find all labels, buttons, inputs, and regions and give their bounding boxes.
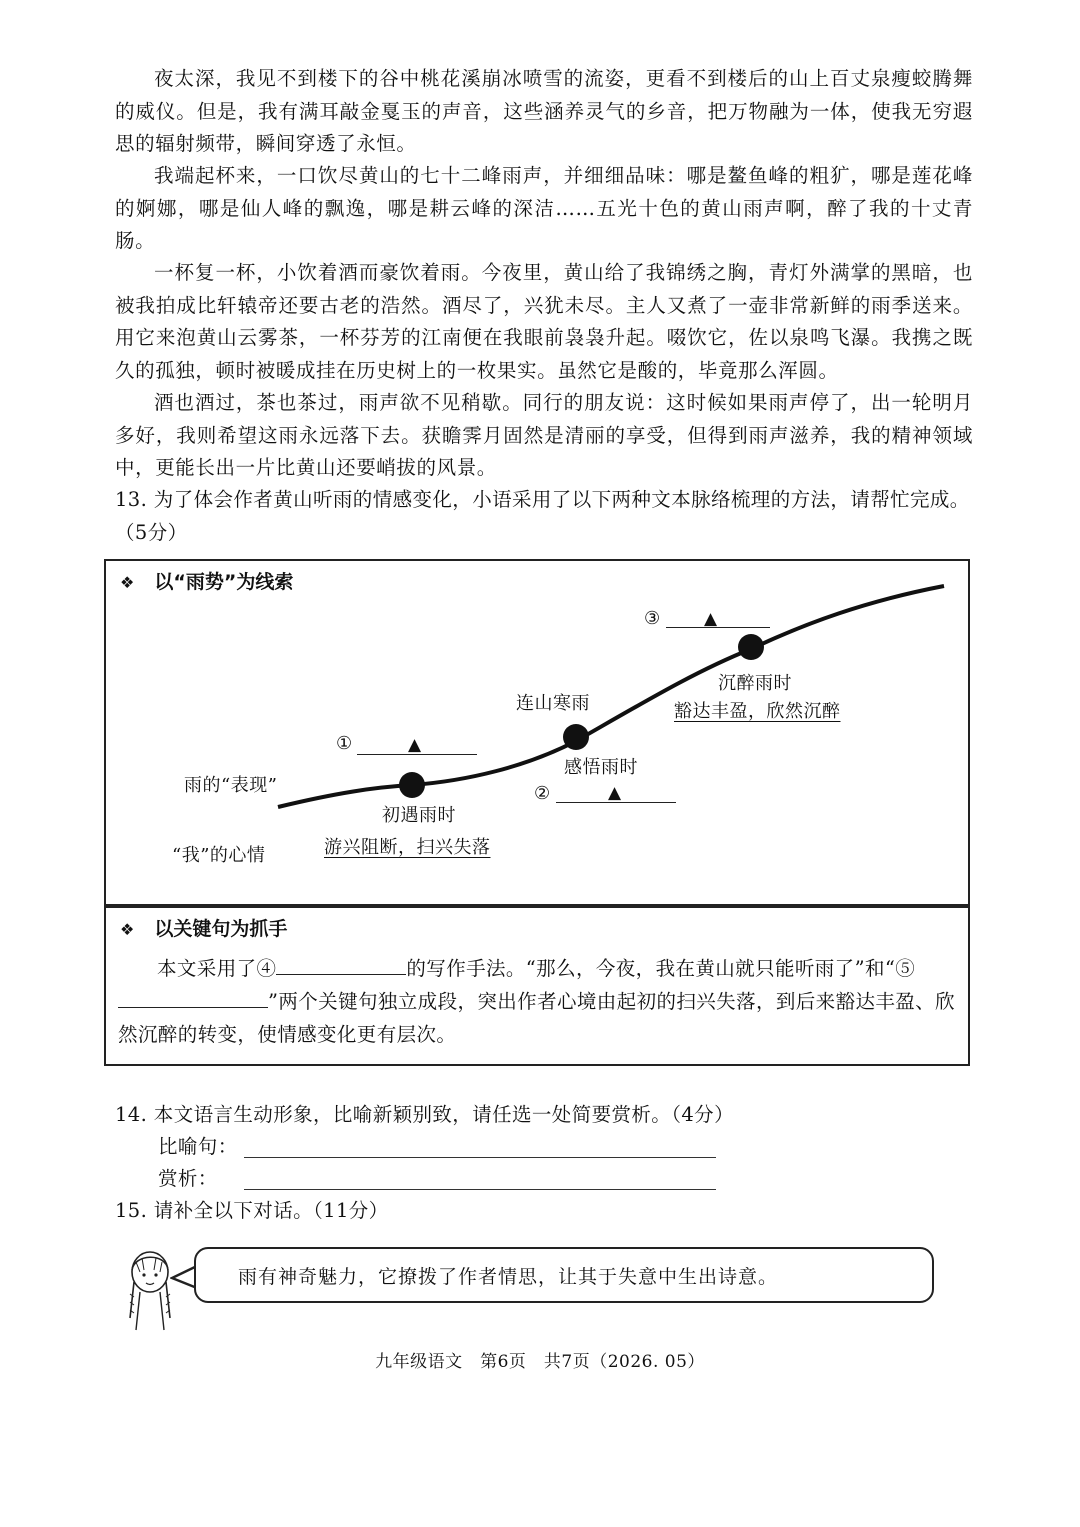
- key-sentence-title: ❖ 以关键句为抓手: [120, 918, 288, 940]
- question-13: 13. 为了体会作者黄山听雨的情感变化，小语采用了以下两种文本脉络梳理的方法，请帮忙完成。（5分）: [115, 488, 970, 544]
- point-1-mood: 游兴阻断，扫兴失落: [324, 837, 491, 858]
- mood-row-label: “我”的心情: [172, 845, 266, 866]
- passage-paragraph-4: 酒也酒过，茶也茶过，雨声欲不见稍歇。同行的朋友说：这时候如果雨声停了，出一轮明月多好，我则希望这雨永远落下去。获瞻霁月固然是清丽的享受，但得到雨声滋养，我的精神领域中，更能长出一片比黄山还要峭拔的风景。: [115, 391, 973, 479]
- point-3-label: 沉醉雨时: [718, 673, 792, 694]
- blank-4[interactable]: [276, 954, 406, 975]
- point-2-label: 感悟雨时: [564, 757, 638, 778]
- point-3-dot: [738, 634, 764, 660]
- bullet-icon: ❖: [120, 920, 135, 939]
- key-sentence-text: 本文采用了④ 的写作手法。“那么，今夜，我在黄山就只能听雨了”和“⑤”两个关键句独立成段，突出作者心境由起初的扫兴失落，到后来豁达丰盈、欣然沉醉的转变，使情感变化更有层次。: [118, 952, 958, 1051]
- bullet-icon: ❖: [120, 573, 135, 592]
- point-2-rain: 连山寒雨: [516, 693, 590, 714]
- passage-paragraph-2: 我端起杯来，一口饮尽黄山的七十二峰雨声，并细细品味：哪是鳌鱼峰的粗犷，哪是莲花峰的婀娜，哪是仙人峰的飘逸，哪是耕云峰的深洁……五光十色的黄山雨声啊，醉了我的十丈青肠。: [115, 164, 973, 252]
- analysis-answer-line[interactable]: [244, 1189, 716, 1190]
- blank-3-triangle-icon: ▲: [704, 609, 718, 629]
- blank-3-number: ③: [644, 608, 661, 629]
- blank-1-triangle-icon: ▲: [408, 735, 422, 755]
- passage-paragraph-3: 一杯复一杯，小饮着酒而豪饮着雨。今夜里，黄山给了我锦绣之胸，青灯外满掌的黑暗，也被我拍成比轩辕帝还要古老的浩然。酒尽了，兴犹未尽。主人又煮了一壶非常新鲜的雨季送来。用它来泡黄山云雾茶，一杯芬芳的江南便在我眼前袅袅升起。啜饮它，佐以泉鸣飞瀑。我携之既久的孤独，顿时被暖成挂在历史树上的一枚果实。虽然它是酸的，毕竟那么浑圆。: [115, 261, 973, 382]
- blank-5[interactable]: [118, 987, 268, 1008]
- passage-paragraph-1: 夜太深，我见不到楼下的谷中桃花溪崩冰喷雪的流姿，更看不到楼后的山上百丈泉瘦蛟腾舞的威仪。但是，我有满耳敲金戛玉的声音，这些涵养灵气的乡音，把万物融为一体，使我无穷遐思的辐射频带，瞬间穿透了永恒。: [115, 67, 973, 155]
- analysis-label: 赏析：: [158, 1167, 218, 1190]
- question-14: 14. 本文语言生动形象，比喻新颖别致，请任选一处简要赏析。（4分）: [115, 1103, 734, 1126]
- blank-2-number: ②: [534, 783, 551, 804]
- rain-clue-box: [104, 559, 970, 906]
- blank-3-line[interactable]: [666, 627, 770, 628]
- page-footer: 九年级语文 第6页 共7页（2026. 05）: [375, 1352, 705, 1372]
- simile-label: 比喻句：: [158, 1135, 238, 1158]
- speech-bubble-text: 雨有神奇魅力，它撩拨了作者情思，让其于失意中生出诗意。: [238, 1266, 779, 1288]
- point-1-label: 初遇雨时: [382, 805, 456, 826]
- point-3-mood: 豁达丰盈，欣然沉醉: [674, 701, 841, 722]
- question-15: 15. 请补全以下对话。（11分）: [115, 1199, 389, 1222]
- point-1-dot: [399, 772, 425, 798]
- rain-row-label: 雨的“表现”: [184, 775, 278, 796]
- simile-answer-line[interactable]: [244, 1157, 716, 1158]
- blank-1-number: ①: [336, 733, 353, 754]
- key-sentence-box: [104, 906, 970, 1066]
- speech-bubble: [194, 1247, 934, 1303]
- point-2-dot: [563, 724, 589, 750]
- rain-clue-title: ❖ 以“雨势”为线索: [120, 571, 294, 593]
- blank-2-triangle-icon: ▲: [608, 783, 622, 803]
